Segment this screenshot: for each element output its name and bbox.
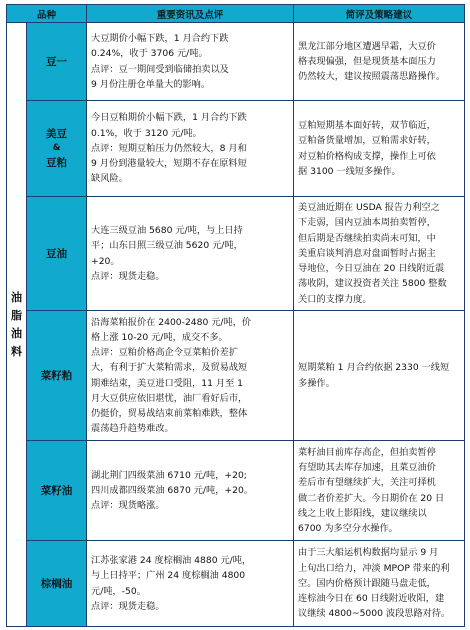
variety-cell [27,311,87,441]
category-char: 料 [11,344,22,358]
comment-line: 有望助其去库存加速，且菜豆油价 [298,462,436,474]
news-line: 缺风险。 [91,173,128,185]
news-line: 沿海菜粕报价在 2400-2480 元/吨，价 [91,316,252,328]
table-row [7,541,465,627]
category-char: 油 [11,326,22,340]
variety-name: 菜籽油 [40,484,73,497]
comment-line: 关口的支撑力度。 [298,293,372,305]
table-row [7,23,465,101]
category-char: 脂 [11,308,22,322]
comment-cell [294,541,465,627]
news-cell [87,197,294,311]
comment-line: 荡收阴，建议投资者关注 5800 整数 [298,278,447,290]
comment-line: 据 3100 一线短多操作。 [298,165,401,177]
news-line: 今日豆粕期价小幅下跌，1 月合约下跌 [91,112,247,124]
news-cell [87,541,294,627]
news-line: 0.24%，收于 3706 元/吨。 [91,48,208,60]
strategy-sheet [6,4,464,626]
category-char: 油 [11,290,22,304]
news-line: 与上日持平；广州 24 度棕榈油 4800 [91,570,246,582]
table-row [7,101,465,197]
variety-name: 棕榈油 [40,577,73,590]
table-row [7,441,465,541]
variety-name: 美豆 [46,128,67,140]
news-line: 湖北荆门四级菜油 6710 元/吨，+20; [91,469,247,481]
comment-line: 上旬出口给力，冲淡 MPOP 带来的利 [298,562,450,574]
variety-cell [27,101,87,197]
header-comment: 简评及策略建议 [294,5,465,23]
comment-line: 差后市有望继续扩大，关注可择机 [298,477,436,489]
news-line: 江苏张家港 24 度棕榈油 4880 元/吨， [91,555,252,567]
news-line: 月大豆供应依旧堪忧，油厂看好后市， [91,392,248,404]
variety-name: 豆油 [46,247,67,260]
comment-cell [294,101,465,197]
news-line: 大豆期价小幅下跌，1 月合约下跌 [91,33,229,45]
variety-name: & [52,143,61,153]
comment-line: 黑龙江部分地区遭遇早霜，大豆价 [298,40,436,52]
news-line: 大，有利于扩大菜粕需求，及贸易战短 [91,362,248,374]
comment-line: 线之上收上影阳线，建议继续以 [298,507,427,519]
news-line: 点评：现货走稳。 [91,600,165,612]
comment-cell [294,197,465,311]
variety-cell [27,23,87,101]
variety-name: 菜籽粕 [40,369,73,382]
comment-line: 美豆油近期在 USDA 报告力利空之 [298,202,440,214]
comment-line: 空。国内价格预计跟随马盘走低， [298,577,436,589]
comment-line: 由于三大船运机构数据均显示 9 月 [298,547,439,559]
news-line: 点评：豆一期间受到临储拍卖以及 [91,63,229,75]
comment-line: 导地位，今日豆油在 20 日线附近震 [298,263,445,275]
comment-line: 但后期是否继续拍卖尚未可知，中 [298,232,436,244]
news-line: 期难结束，美豆进口受阻，11 月至 1 [91,377,244,389]
comment-line: 对豆粕价格构成支撑，操作上可依 [298,150,436,162]
header-news: 重要资讯及点评 [87,5,294,23]
comment-line: 豆粕备货量增加，豆粕需求好转， [298,135,436,147]
news-line: 点评：短期豆粕压力仍然较大，8 月和 [91,142,247,154]
comment-cell [294,441,465,541]
table-row [7,197,465,311]
news-cell [87,311,294,441]
news-cell [87,23,294,101]
comment-line: 短期菜粕 1 月合约依据 2330 一线短 [298,362,450,374]
news-line: 0.1%，收于 3120 元/吨。 [91,127,202,139]
variety-cell [27,197,87,311]
news-line: 9 月份到港量较大，短期不存在原料短 [91,158,247,170]
comment-cell [294,311,465,441]
news-line: 平；山东日照三级豆油 5620 元/吨， [91,240,243,252]
news-line: 点评：现货略涨。 [91,500,165,512]
news-line: +20。 [91,255,120,267]
variety-name: 豆一 [46,55,67,68]
comment-line: 下走弱，国内豆油本周拍卖暂停， [298,217,436,229]
comment-line: 做二者价差扩大。今日期价在 20 日 [298,492,445,504]
news-line: 元/吨，-50。 [91,585,146,597]
news-line: 仍挺价，贸易战结束前菜粕难跌，整体 [91,407,248,419]
header-variety: 品种 [7,5,87,23]
comment-line: 菜籽油目前库存高企，但拍卖暂停 [298,446,436,458]
comment-line: 美重启谈判消息对盘面暂时占据主 [298,247,436,259]
comment-line: 6700 为多空分水操作。 [298,522,398,534]
comment-line: 连棕油今日在 60 日线附近收阳，建 [298,593,445,605]
news-cell [87,441,294,541]
comment-line: 仍然较大，建议按照震荡思路操作。 [298,71,446,83]
table-row [7,311,465,441]
news-line: 震荡趋升趋势难改。 [91,423,174,435]
variety-cell [27,441,87,541]
comment-cell [294,23,465,101]
news-cell [87,101,294,197]
comment-line: 议继续 4800~5000 波段思路对待。 [298,608,451,620]
news-line: 点评：现货走稳。 [91,270,165,282]
category-cell [7,23,27,627]
variety-cell [27,541,87,627]
variety-name: 豆粕 [46,157,67,169]
news-line: 点评：豆粕价格高企令豆菜粕价差扩 [91,347,239,359]
comment-line: 格表现偏强，但是现货基本面压力 [298,55,436,67]
news-line: 大连三级豆油 5680 元/吨，与上日持 [91,225,243,237]
strategy-table [6,4,465,627]
news-line: 格上涨 10-20 元/吨，成交不多。 [91,331,228,343]
comment-line: 豆粕短期基本面好转，双节临近， [298,120,436,132]
news-line: 9 月份注册仓单量大的影响。 [91,78,211,90]
news-line: 四川成都四级菜油 6870 元/吨，+20。 [91,484,253,496]
table-header-row [7,5,465,23]
comment-line: 多操作。 [298,377,335,389]
